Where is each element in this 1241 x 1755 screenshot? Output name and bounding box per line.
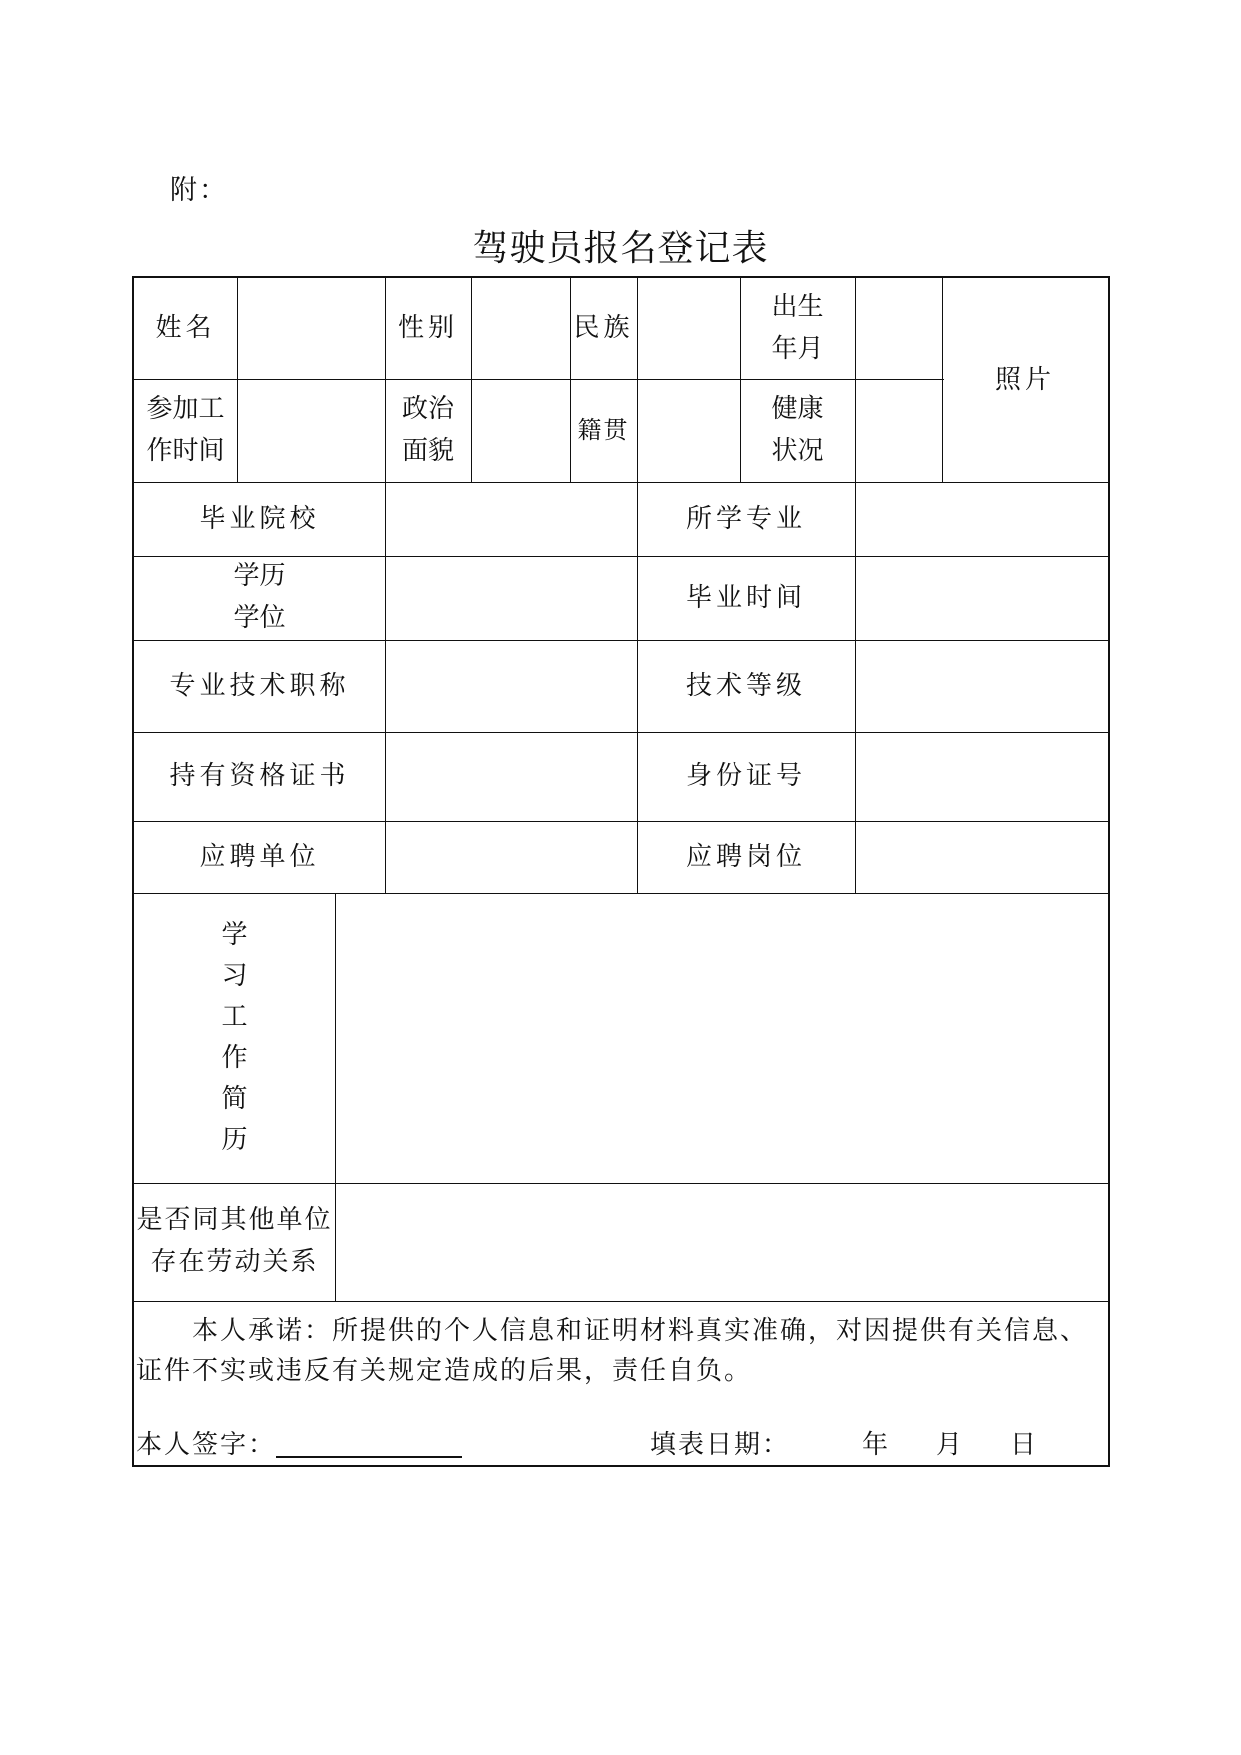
native-place-field[interactable] xyxy=(637,379,740,482)
date-label: 填表日期： xyxy=(650,1430,791,1460)
label-major: 所学专业 xyxy=(685,503,806,534)
name-field[interactable] xyxy=(237,278,385,379)
date-day-label: 日 xyxy=(1010,1430,1037,1460)
label-title-rank: 专业技术职称 xyxy=(169,670,350,701)
ethnicity-field[interactable] xyxy=(637,278,740,379)
major-field[interactable] xyxy=(855,482,1108,556)
title-rank-field[interactable] xyxy=(385,640,637,732)
tech-level-field[interactable] xyxy=(855,640,1108,732)
label-photo: 照片 xyxy=(994,364,1055,395)
label-gender: 性别 xyxy=(397,313,458,344)
label-work-start xyxy=(134,379,237,482)
gender-field[interactable] xyxy=(471,278,570,379)
label-labor-relation xyxy=(134,1183,335,1301)
label-native-place: 籍贯 xyxy=(577,415,630,444)
label-resume xyxy=(134,893,335,1183)
label-birth-line2: 年月 xyxy=(771,333,824,364)
resume-field[interactable] xyxy=(335,893,1108,1183)
label-apply-post: 应聘岗位 xyxy=(685,841,806,872)
label-id-number: 身份证号 xyxy=(685,761,806,792)
work-start-field[interactable] xyxy=(237,379,385,482)
labor-relation-field[interactable] xyxy=(335,1183,1108,1301)
annex-label: 附： xyxy=(170,175,228,206)
signature-line[interactable] xyxy=(276,1456,462,1458)
certificate-field[interactable] xyxy=(385,732,637,821)
label-tech-level: 技术等级 xyxy=(685,670,806,701)
signature-label: 本人签字： xyxy=(136,1430,277,1460)
label-name: 姓名 xyxy=(155,313,216,344)
birth-date-field[interactable] xyxy=(855,278,942,379)
label-political-line1: 政治 xyxy=(401,393,454,424)
label-work-start-line2: 作时间 xyxy=(146,435,225,466)
label-degree xyxy=(134,556,385,640)
id-number-field[interactable] xyxy=(855,732,1108,821)
grad-time-field[interactable] xyxy=(855,556,1108,640)
label-health xyxy=(740,379,855,482)
date-year-label: 年 xyxy=(862,1430,889,1460)
label-health-line1: 健康 xyxy=(771,393,824,424)
label-labor-line1: 是否同其他单位 xyxy=(136,1205,333,1236)
label-birth-line1: 出生 xyxy=(771,291,824,322)
label-health-line2: 状况 xyxy=(771,435,824,466)
label-resume-char: 简 xyxy=(221,1084,248,1114)
label-labor-line2: 存在劳动关系 xyxy=(150,1247,319,1277)
registration-table xyxy=(132,276,1110,1467)
label-political-status xyxy=(385,379,471,482)
promise-statement: 本人承诺：所提供的个人信息和证明材料真实准确，对因提供有关信息、证件不实或违反有关规定造成的后果，责任自负。 xyxy=(136,1316,1089,1386)
apply-unit-field[interactable] xyxy=(385,821,637,893)
photo-box[interactable] xyxy=(942,278,1108,482)
political-status-field[interactable] xyxy=(471,379,570,482)
degree-field[interactable] xyxy=(385,556,637,640)
label-birth-date xyxy=(740,278,855,379)
page-title: 驾驶员报名登记表 xyxy=(472,228,769,269)
label-resume-char: 工 xyxy=(221,1002,248,1032)
label-resume-char: 作 xyxy=(221,1043,248,1073)
label-ethnicity: 民族 xyxy=(573,313,634,344)
label-degree-line2: 学位 xyxy=(233,603,286,633)
label-resume-char: 历 xyxy=(221,1125,248,1155)
label-political-line2: 面貌 xyxy=(401,435,454,466)
label-certificate: 持有资格证书 xyxy=(169,761,350,792)
label-work-start-line1: 参加工 xyxy=(146,393,225,424)
label-resume-char: 习 xyxy=(221,961,248,991)
label-degree-line1: 学历 xyxy=(233,561,286,592)
apply-post-field[interactable] xyxy=(855,821,1108,893)
date-month-label: 月 xyxy=(936,1430,963,1460)
label-resume-char: 学 xyxy=(221,920,248,950)
school-field[interactable] xyxy=(385,482,637,556)
label-school: 毕业院校 xyxy=(199,503,320,534)
label-apply-unit: 应聘单位 xyxy=(199,841,320,872)
label-grad-time: 毕业时间 xyxy=(685,582,806,613)
health-field[interactable] xyxy=(855,379,942,482)
